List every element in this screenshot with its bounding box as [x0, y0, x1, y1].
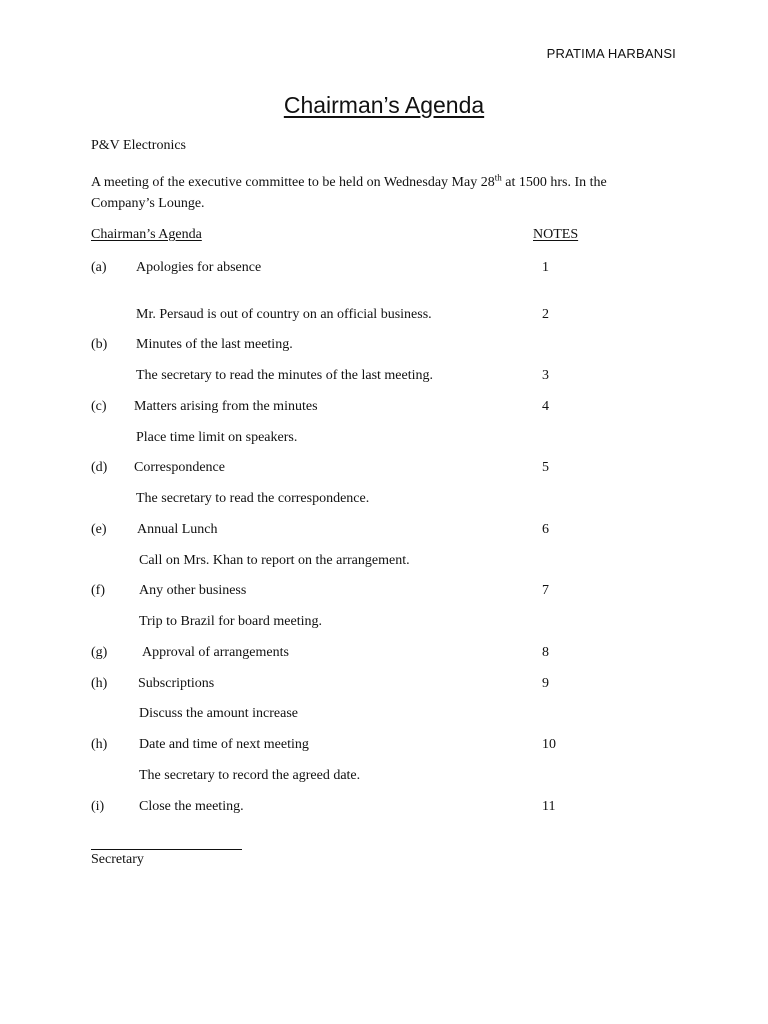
signature-label: Secretary [91, 852, 144, 867]
item-letter: (h) [91, 737, 108, 752]
notes-column-heading: NOTES [533, 227, 579, 242]
item-text: Any other business [139, 583, 247, 598]
intro-text-start: A meeting of the executive committee to be held on Wednesday May 28 [91, 175, 495, 190]
item-text: Close the meeting. [139, 799, 244, 814]
item-note-number: 8 [542, 645, 549, 660]
agenda-column-heading: Chairman’s Agenda [91, 227, 202, 242]
item-detail: The secretary to record the agreed date. [139, 768, 361, 783]
author-name: PRATIMA HARBANSI [546, 46, 676, 61]
item-letter: (f) [91, 583, 105, 598]
item-detail: Mr. Persaud is out of country on an official business. [136, 307, 432, 322]
item-letter: (g) [91, 645, 108, 660]
item-detail: Discuss the amount increase [139, 706, 299, 721]
item-detail: The secretary to read the correspondence. [136, 491, 370, 506]
item-text: Subscriptions [138, 676, 215, 691]
item-letter: (h) [91, 676, 108, 691]
item-note-number: 9 [542, 676, 549, 691]
item-note-number: 6 [542, 522, 549, 537]
item-detail: Trip to Brazil for board meeting. [139, 614, 323, 629]
item-note-number: 3 [542, 368, 549, 383]
item-note-number: 11 [542, 799, 556, 814]
item-text: Date and time of next meeting [139, 737, 309, 752]
item-text: Correspondence [134, 460, 225, 475]
item-text: Matters arising from the minutes [134, 399, 318, 414]
item-letter: (i) [91, 799, 105, 814]
item-text: Approval of arrangements [142, 645, 289, 660]
item-detail: The secretary to read the minutes of the last meeting. [136, 368, 434, 383]
page-title: Chairman’s Agenda [283, 92, 485, 118]
item-note-number: 7 [542, 583, 549, 598]
meeting-intro [91, 172, 661, 214]
item-letter: (e) [91, 522, 107, 537]
item-text: Minutes of the last meeting. [136, 337, 293, 352]
signature-line [91, 849, 242, 850]
item-letter: (a) [91, 260, 107, 275]
item-note-number: 4 [542, 399, 549, 414]
item-detail: Call on Mrs. Khan to report on the arrangement. [139, 553, 410, 568]
item-text: Annual Lunch [137, 522, 218, 537]
item-note-number: 1 [542, 260, 549, 275]
item-note-number: 2 [542, 307, 549, 322]
item-note-number: 10 [542, 737, 556, 752]
company-name: P&V Electronics [91, 138, 187, 153]
item-letter: (d) [91, 460, 108, 475]
intro-date-suffix: th [494, 172, 502, 183]
intro-text-end: at 1500 hrs. In the Company’s Lounge. [91, 175, 607, 211]
item-letter: (c) [91, 399, 107, 414]
item-detail: Place time limit on speakers. [136, 430, 298, 445]
item-letter: (b) [91, 337, 108, 352]
item-text: Apologies for absence [136, 260, 262, 275]
item-note-number: 5 [542, 460, 549, 475]
